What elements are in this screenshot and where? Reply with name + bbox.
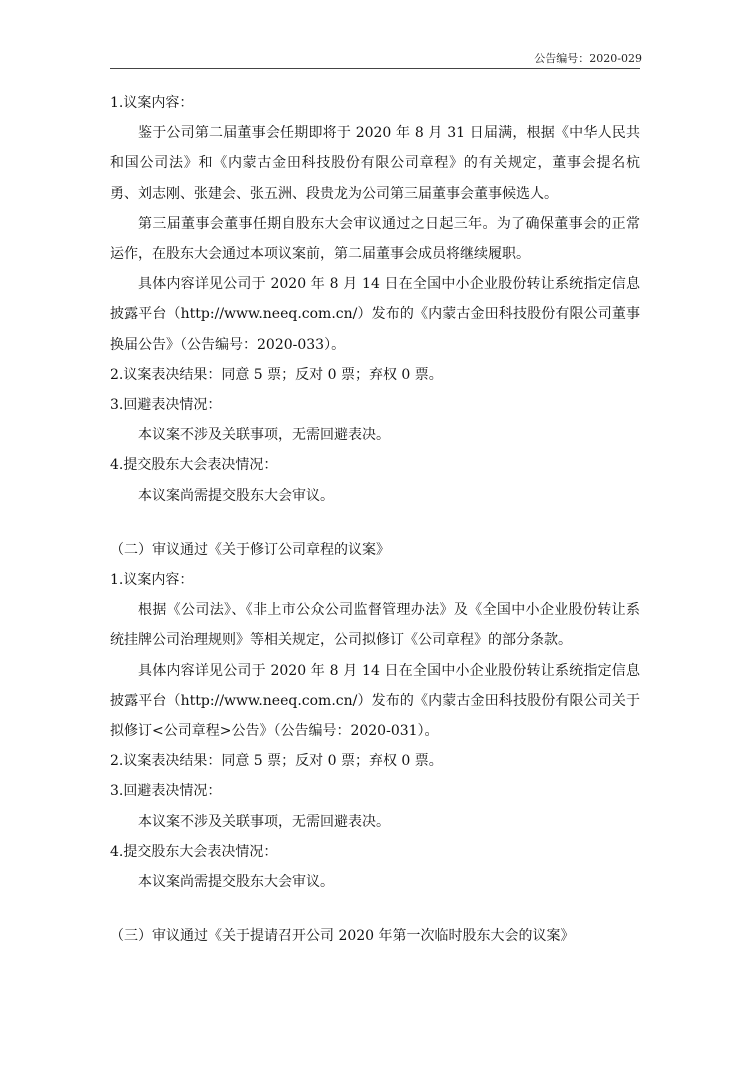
document-body xyxy=(110,88,640,951)
announcement-number: 公告编号：2020-029 xyxy=(534,52,642,65)
section-gap xyxy=(110,511,640,535)
item-heading: 3.回避表决情况： xyxy=(110,783,222,800)
item-heading: 4.提交股东大会表决情况： xyxy=(110,457,278,474)
item-heading: 4.提交股东大会表决情况： xyxy=(110,843,278,860)
item-heading: 3.回避表决情况： xyxy=(110,397,222,414)
section-heading: （二）审议通过《关于修订公司章程的议案》 xyxy=(110,541,390,558)
section-gap xyxy=(110,897,640,921)
item-heading: 1.议案内容： xyxy=(110,95,194,111)
paragraph: 本议案不涉及关联事项，无需回避表决。 xyxy=(138,427,390,444)
paragraph: 鉴于公司第二届董事会任期即将于 2020 年 8 月 31 日届满，根据《中华人民共和国公司法》和《内蒙古金田科技股份有限公司章程》的有关规定，董事会提名杭勇、刘志刚、张建会、张五洲、段贵龙为公司第三届董事会董事候选人。 xyxy=(110,125,640,202)
vote-result: 2.议案表决结果：同意 5 票；反对 0 票；弃权 0 票。 xyxy=(110,366,443,383)
header-divider xyxy=(110,68,640,69)
paragraph: 根据《公司法》、《非上市公众公司监督管理办法》及《全国中小企业股份转让系统挂牌公司治理规则》等相关规定，公司拟修订《公司章程》的部分条款。 xyxy=(110,602,640,649)
paragraph: 本议案尚需提交股东大会审议。 xyxy=(138,874,334,891)
item-heading: 1.议案内容： xyxy=(110,572,194,589)
vote-result: 2.议案表决结果：同意 5 票；反对 0 票；弃权 0 票。 xyxy=(110,753,443,770)
section-heading: （三）审议通过《关于提请召开公司 2020 年第一次临时股东大会的议案》 xyxy=(110,928,575,945)
paragraph: 具体内容详见公司于 2020 年 8 月 14 日在全国中小企业股份转让系统指定信息披露平台（http://www.neeq.com.cn/）发布的《内蒙古金田科技股份有限公司关于拟修订<公司章程>公告》（公告编号：2020-031）。 xyxy=(110,662,640,740)
paragraph: 本议案不涉及关联事项，无需回避表决。 xyxy=(138,813,390,830)
paragraph: 第三届董事会董事任期自股东大会审议通过之日起三年。为了确保董事会的正常运作，在股东大会通过本项议案前，第二届董事会成员将继续履职。 xyxy=(110,215,640,263)
paragraph: 本议案尚需提交股东大会审议。 xyxy=(138,487,334,504)
paragraph: 具体内容详见公司于 2020 年 8 月 14 日在全国中小企业股份转让系统指定信息披露平台（http://www.neeq.com.cn/）发布的《内蒙古金田科技股份有限公司董事换届公告》（公告编号：2020-033）。 xyxy=(110,276,640,353)
